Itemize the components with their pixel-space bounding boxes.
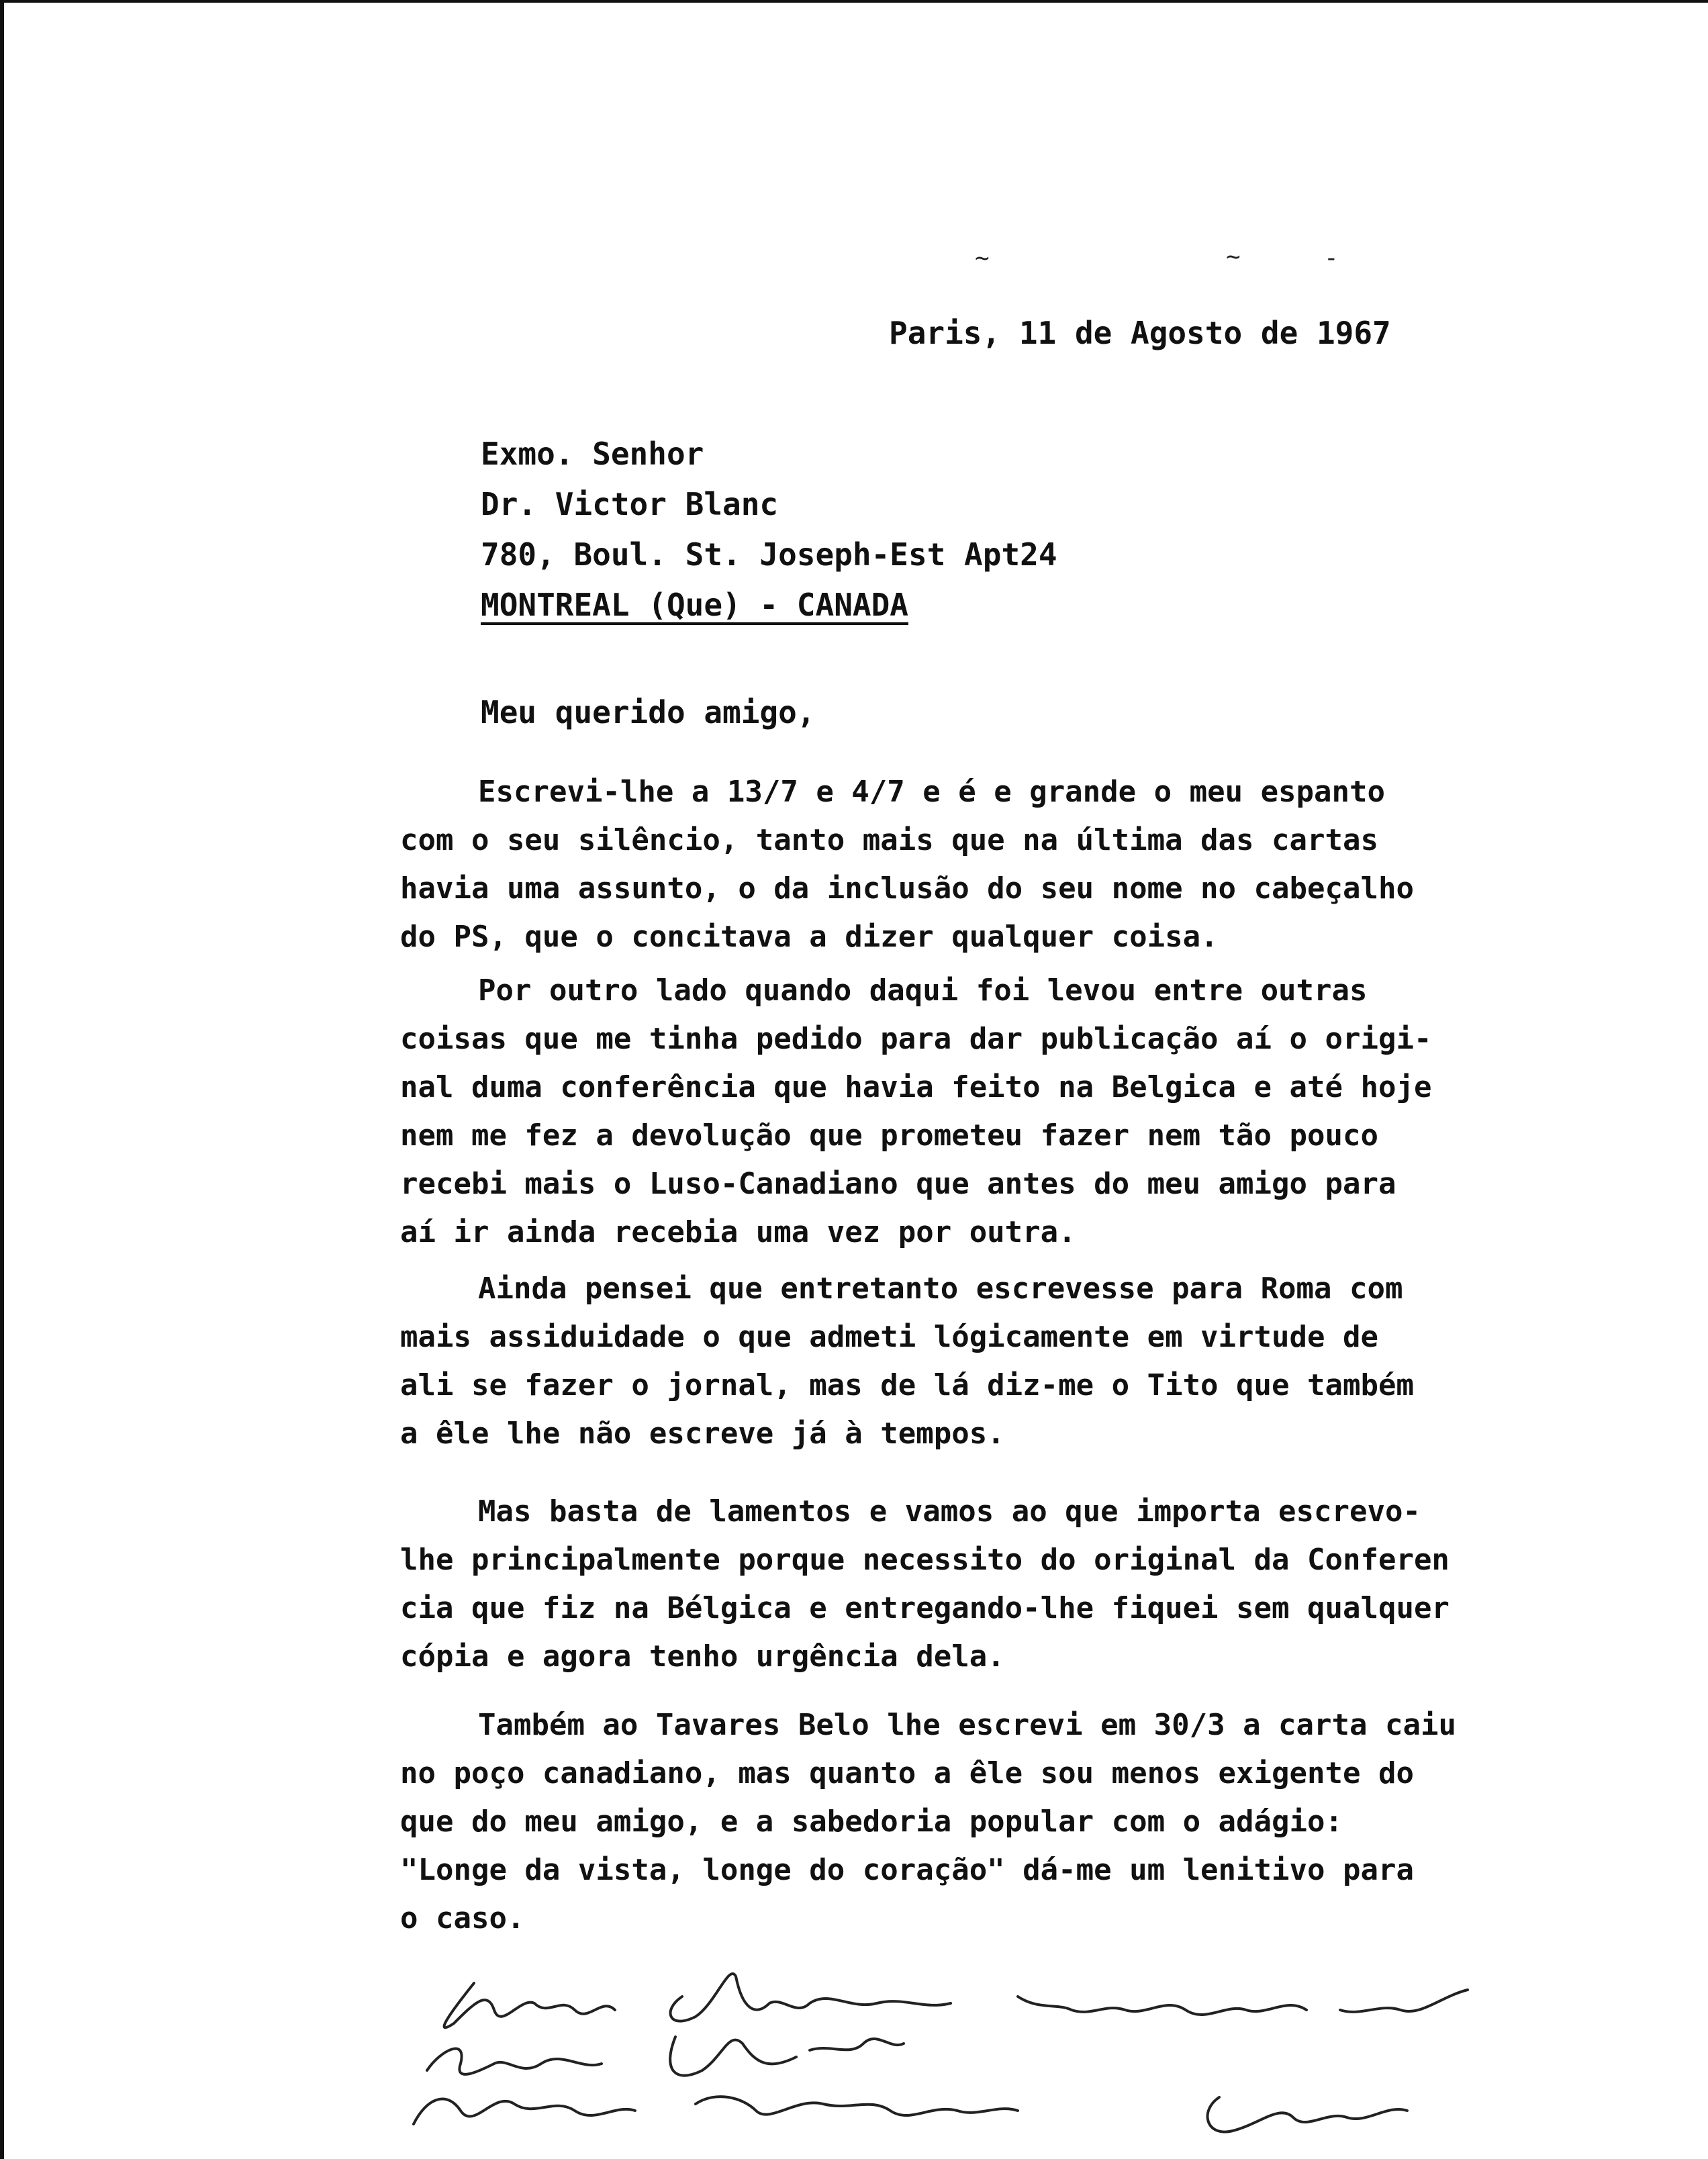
body-line: nal duma conferência que havia feito na Belgica e até hoje <box>400 1070 1432 1104</box>
body-line: coisas que me tinha pedido para dar publicação aí o origi- <box>400 1022 1432 1056</box>
overstrike-mark: - <box>1324 244 1339 272</box>
body-line: o caso. <box>400 1901 525 1935</box>
body-line: no poço canadiano, mas quanto a êle sou menos exigente do <box>400 1756 1414 1790</box>
body-line: ali se fazer o jornal, mas de lá diz-me o Tito que também <box>400 1368 1414 1402</box>
overstrike-mark: ~ <box>975 244 990 272</box>
body-line: havia uma assunto, o da inclusão do seu nome no cabeçalho <box>400 871 1414 906</box>
handwritten-signature <box>393 1936 1656 2158</box>
body-line: com o seu silêncio, tanto mais que na última das cartas <box>400 823 1378 857</box>
addressee-name: Dr. Victor Blanc <box>481 486 779 522</box>
salutation: Meu querido amigo, <box>481 694 816 730</box>
body-line: nem me fez a devolução que prometeu fazer nem tão pouco <box>400 1118 1378 1153</box>
body-line: lhe principalmente porque necessito do original da Conferen <box>400 1543 1450 1577</box>
body-line: Escrevi-lhe a 13/7 e 4/7 e é e grande o meu espanto <box>478 775 1386 809</box>
letter-date: Paris, 11 de Agosto de 1967 <box>889 315 1391 351</box>
body-line: cia que fiz na Bélgica e entregando-lhe fiquei sem qualquer <box>400 1591 1450 1625</box>
addressee-street: 780, Boul. St. Joseph-Est Apt24 <box>481 536 1057 573</box>
addressee-city: MONTREAL (Que) - CANADA <box>481 587 908 623</box>
body-line: recebi mais o Luso-Canadiano que antes do meu amigo para <box>400 1167 1396 1201</box>
body-line: aí ir ainda recebia uma vez por outra. <box>400 1215 1076 1249</box>
addressee-title: Exmo. Senhor <box>481 436 704 472</box>
body-line: a êle lhe não escreve já à tempos. <box>400 1417 1005 1451</box>
body-line: que do meu amigo, e a sabedoria popular com o adágio: <box>400 1805 1343 1839</box>
body-line: Também ao Tavares Belo lhe escrevi em 30/3 a carta caiu <box>478 1708 1456 1742</box>
body-line: cópia e agora tenho urgência dela. <box>400 1639 1005 1674</box>
body-line: Por outro lado quando daqui foi levou entre outras <box>478 973 1368 1008</box>
body-line: do PS, que o concitava a dizer qualquer coisa. <box>400 920 1219 954</box>
body-line: Ainda pensei que entretanto escrevesse para Roma com <box>478 1272 1403 1306</box>
body-line: mais assiduidade o que admeti lógicamente em virtude de <box>400 1320 1378 1354</box>
overstrike-mark: ~ <box>1226 243 1241 271</box>
body-line: "Longe da vista, longe do coração" dá-me um lenitivo para <box>400 1853 1414 1887</box>
body-line: Mas basta de lamentos e vamos ao que importa escrevo- <box>478 1494 1421 1529</box>
